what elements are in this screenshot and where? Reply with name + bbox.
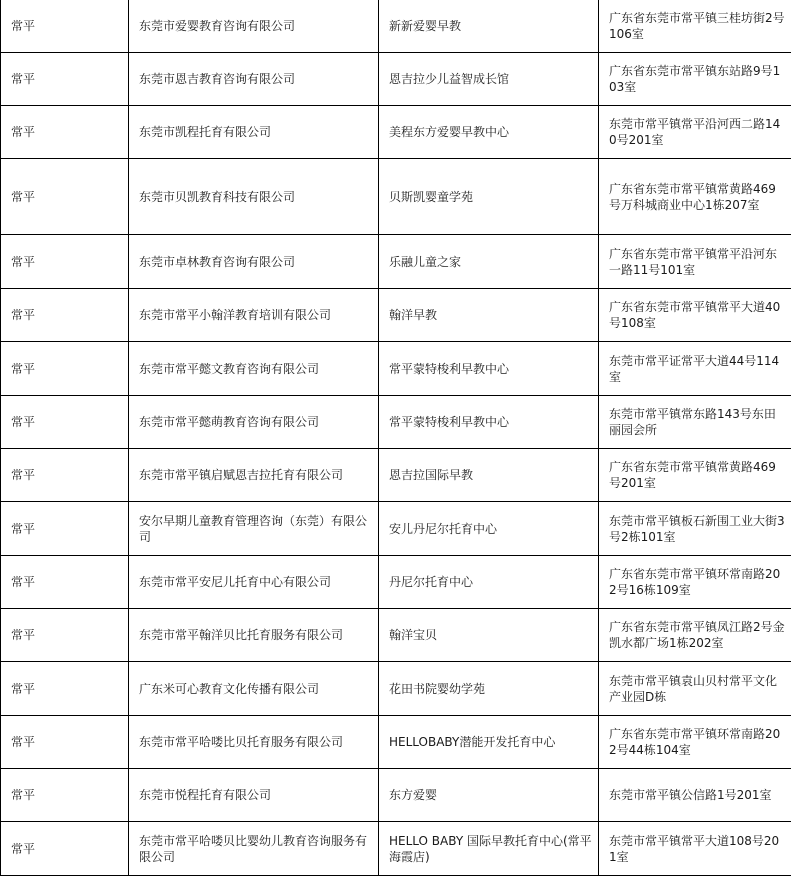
table-row [1, 502, 791, 556]
area-cell: 常平 [1, 289, 129, 342]
area-cell: 常平 [1, 0, 129, 53]
address-cell: 东莞市常平证常平大道44号114室 [599, 342, 791, 396]
brand-cell: 东方爱婴 [379, 769, 599, 822]
area-cell: 常平 [1, 342, 129, 396]
company-cell: 东莞市卓林教育咨询有限公司 [129, 235, 379, 289]
table-row [1, 822, 791, 876]
address-cell: 广东省东莞市常平镇常平沿河东一路11号101室 [599, 235, 791, 289]
company-cell: 东莞市常平懿文教育咨询有限公司 [129, 342, 379, 396]
table-row [1, 235, 791, 289]
brand-cell: 安儿丹尼尔托育中心 [379, 502, 599, 556]
table-row [1, 449, 791, 502]
brand-cell: 恩吉拉少儿益智成长馆 [379, 53, 599, 106]
area-cell: 常平 [1, 822, 129, 876]
table-row [1, 716, 791, 769]
address-cell: 东莞市常平镇常东路143号东田丽园会所 [599, 396, 791, 449]
table-row [1, 556, 791, 609]
brand-cell: 贝斯凯婴童学苑 [379, 159, 599, 235]
brand-cell: 恩吉拉国际早教 [379, 449, 599, 502]
brand-cell: HELLOBABY潜能开发托育中心 [379, 716, 599, 769]
address-cell: 广东省东莞市常平镇凤江路2号金凯水都广场1栋202室 [599, 609, 791, 662]
company-cell: 东莞市悦程托育有限公司 [129, 769, 379, 822]
table-row [1, 769, 791, 822]
brand-cell: 乐融儿童之家 [379, 235, 599, 289]
company-cell: 安尔早期儿童教育管理咨询（东莞）有限公司 [129, 502, 379, 556]
company-cell: 广东米可心教育文化传播有限公司 [129, 662, 379, 716]
table-row [1, 53, 791, 106]
address-cell: 广东省东莞市常平镇环常南路202号44栋104室 [599, 716, 791, 769]
area-cell: 常平 [1, 396, 129, 449]
company-cell: 东莞市常平哈喽贝比婴幼儿教育咨询服务有限公司 [129, 822, 379, 876]
area-cell: 常平 [1, 502, 129, 556]
address-cell: 东莞市常平镇公信路1号201室 [599, 769, 791, 822]
table-row [1, 106, 791, 159]
brand-cell: 常平蒙特梭利早教中心 [379, 396, 599, 449]
company-cell: 东莞市贝凯教育科技有限公司 [129, 159, 379, 235]
address-cell: 东莞市常平镇常平沿河西二路140号201室 [599, 106, 791, 159]
area-cell: 常平 [1, 106, 129, 159]
address-cell: 东莞市常平镇板石新围工业大街3号2栋101室 [599, 502, 791, 556]
company-cell: 东莞市常平翰洋贝比托育服务有限公司 [129, 609, 379, 662]
company-cell: 东莞市恩吉教育咨询有限公司 [129, 53, 379, 106]
brand-cell: 丹尼尔托育中心 [379, 556, 599, 609]
company-cell: 东莞市爱婴教育咨询有限公司 [129, 0, 379, 53]
brand-cell: 翰洋早教 [379, 289, 599, 342]
area-cell: 常平 [1, 449, 129, 502]
table-row [1, 0, 791, 53]
address-cell: 广东省东莞市常平镇东站路9号103室 [599, 53, 791, 106]
table-row [1, 159, 791, 235]
company-cell: 东莞市常平镇启赋恩吉拉托育有限公司 [129, 449, 379, 502]
area-cell: 常平 [1, 159, 129, 235]
table-row [1, 662, 791, 716]
address-cell: 广东省东莞市常平镇环常南路202号16栋109室 [599, 556, 791, 609]
address-cell: 广东省东莞市常平镇常黄路469号201室 [599, 449, 791, 502]
area-cell: 常平 [1, 53, 129, 106]
address-cell: 广东省东莞市常平镇常黄路469号万科城商业中心1栋207室 [599, 159, 791, 235]
company-cell: 东莞市凯程托育有限公司 [129, 106, 379, 159]
table-row [1, 396, 791, 449]
area-cell: 常平 [1, 609, 129, 662]
company-cell: 东莞市常平安尼儿托育中心有限公司 [129, 556, 379, 609]
brand-cell: 常平蒙特梭利早教中心 [379, 342, 599, 396]
area-cell: 常平 [1, 235, 129, 289]
brand-cell: 新新爱婴早教 [379, 0, 599, 53]
area-cell: 常平 [1, 716, 129, 769]
table-row [1, 342, 791, 396]
address-cell: 东莞市常平镇袁山贝村常平文化产业园D栋 [599, 662, 791, 716]
address-cell: 广东省东莞市常平镇常平大道40号108室 [599, 289, 791, 342]
address-cell: 东莞市常平镇常平大道108号201室 [599, 822, 791, 876]
address-cell: 广东省东莞市常平镇三桂坊街2号106室 [599, 0, 791, 53]
brand-cell: 花田书院婴幼学苑 [379, 662, 599, 716]
brand-cell: HELLO BABY 国际早教托育中心(常平海霞店) [379, 822, 599, 876]
company-cell: 东莞市常平哈喽比贝托育服务有限公司 [129, 716, 379, 769]
table-row [1, 289, 791, 342]
area-cell: 常平 [1, 662, 129, 716]
area-cell: 常平 [1, 769, 129, 822]
area-cell: 常平 [1, 556, 129, 609]
company-cell: 东莞市常平懿萌教育咨询有限公司 [129, 396, 379, 449]
brand-cell: 翰洋宝贝 [379, 609, 599, 662]
brand-cell: 美程东方爱婴早教中心 [379, 106, 599, 159]
company-cell: 东莞市常平小翰洋教育培训有限公司 [129, 289, 379, 342]
table-row [1, 609, 791, 662]
